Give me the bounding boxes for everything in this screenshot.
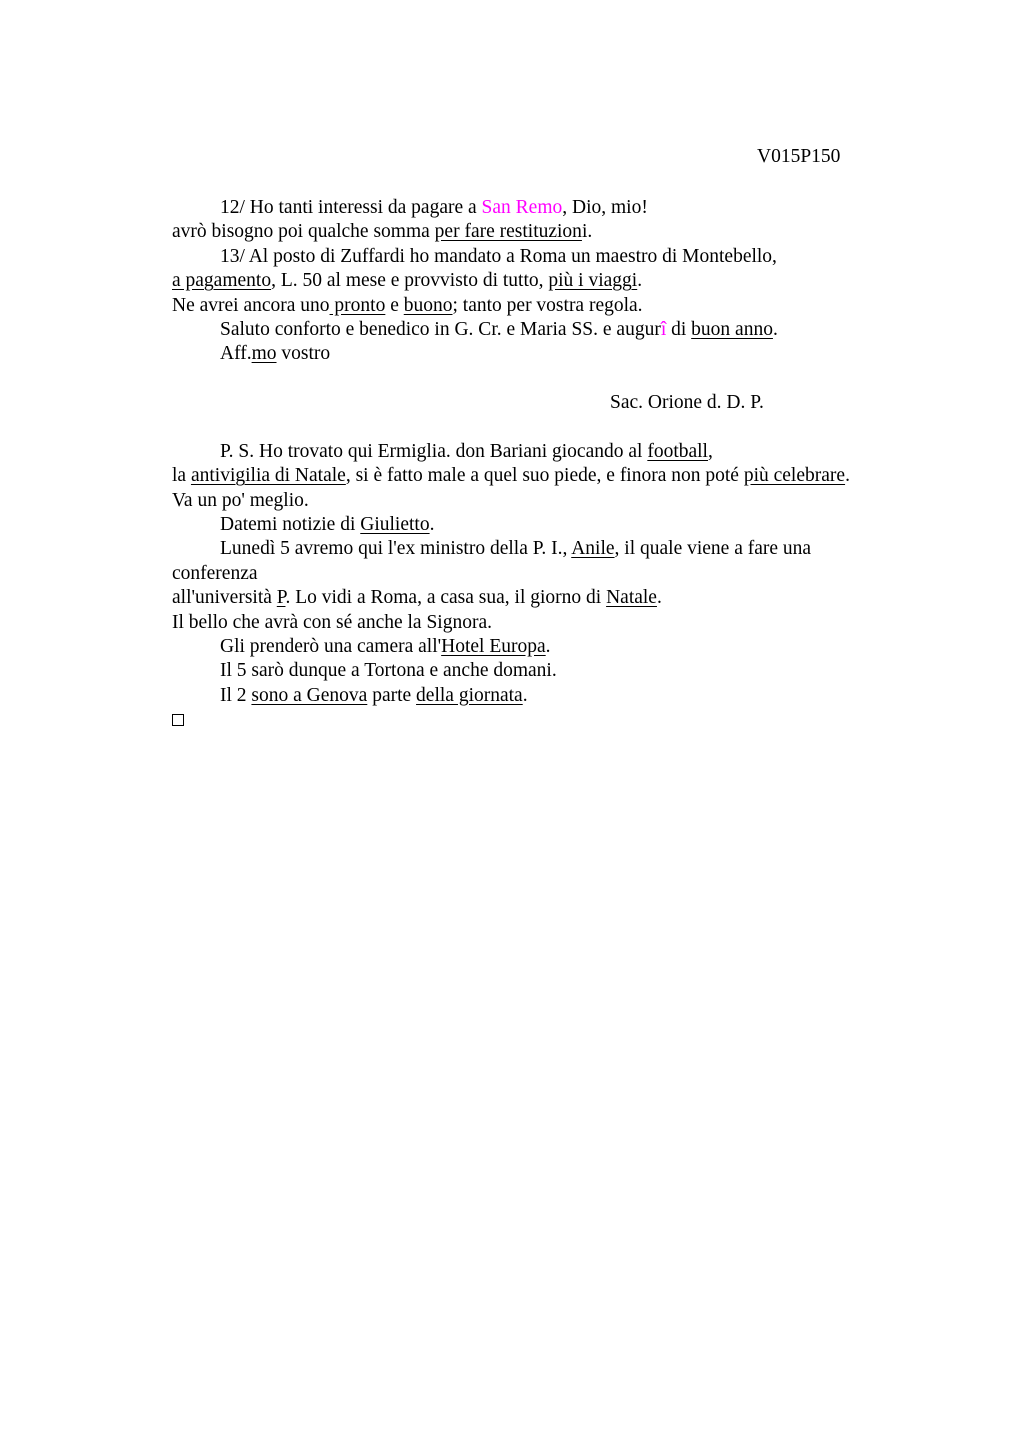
text-run: , il quale viene a fare una bbox=[614, 538, 812, 560]
underline-giulietto: Giulietto bbox=[360, 514, 430, 536]
lunedi-line-1 bbox=[172, 537, 902, 561]
paragraph-12-line-1 bbox=[172, 196, 902, 220]
text-run: i. bbox=[581, 221, 593, 243]
text-run: . bbox=[772, 318, 778, 340]
text-run: Aff. bbox=[220, 343, 252, 365]
closing-line bbox=[172, 342, 902, 366]
text-run: , bbox=[707, 440, 713, 462]
highlight-i-mark: î bbox=[660, 318, 667, 340]
text-run: Datemi notizie di bbox=[220, 514, 361, 536]
underline-antivigilia: antivigilia di Natale bbox=[190, 465, 346, 487]
text-run: ; tanto per vostra regola. bbox=[452, 294, 643, 316]
end-square-icon bbox=[172, 714, 184, 726]
text-run: di bbox=[666, 318, 692, 340]
greeting-line bbox=[172, 318, 902, 342]
lunedi-line-2: conferenza bbox=[172, 562, 258, 584]
text-run: . bbox=[845, 465, 850, 487]
genova-line bbox=[172, 684, 902, 708]
text-run: . bbox=[545, 636, 551, 658]
underline-buon-anno: buon anno bbox=[691, 318, 773, 340]
text-run: . bbox=[429, 514, 435, 536]
text-run: P. S. Ho trovato qui Ermiglia. don Bariani giocando al bbox=[220, 440, 648, 462]
paragraph-13-line-2 bbox=[172, 269, 902, 293]
underline-sono-a-genova: sono a Genova bbox=[251, 684, 368, 706]
postscript-line-3: Va un po' meglio. bbox=[172, 489, 309, 511]
text-run: Gli prenderò una camera all' bbox=[220, 636, 442, 658]
blank-line bbox=[172, 367, 902, 391]
underline-celebrare: più celebrare bbox=[743, 465, 846, 487]
underline-pagamento: a pagamento bbox=[172, 270, 272, 292]
page-id: V015P150 bbox=[757, 146, 841, 167]
postscript-line-2 bbox=[172, 464, 902, 488]
text-run: parte bbox=[367, 684, 417, 706]
text-run: vostro bbox=[276, 343, 331, 365]
blank-line bbox=[172, 416, 902, 440]
underline-pronto: pronto bbox=[329, 294, 386, 316]
underline-restituzioni: per fare restituzion bbox=[434, 221, 582, 243]
text-run: , si è fatto male a quel suo piede, e finora non poté bbox=[345, 465, 744, 487]
text-run: . bbox=[522, 684, 528, 706]
letter-body bbox=[172, 196, 902, 733]
text-run: . bbox=[637, 270, 643, 292]
text-run: Il 2 bbox=[220, 684, 252, 706]
text-run: , L. 50 al mese e provvisto di tutto, bbox=[271, 270, 549, 292]
lunedi-line-4: Il bello che avrà con sé anche la Signora. bbox=[172, 611, 492, 633]
text-run: . bbox=[656, 587, 662, 609]
underline-anile: Anile bbox=[571, 538, 615, 560]
underline-della-giornata: della giornata bbox=[416, 684, 523, 706]
hotel-line bbox=[172, 635, 902, 659]
underline-football: football bbox=[647, 440, 708, 462]
underline-hotel-europa: Hotel Europa bbox=[441, 636, 546, 658]
signature: Sac. Orione d. D. P. bbox=[610, 392, 764, 414]
text-run: all'università bbox=[172, 587, 277, 609]
postscript-line-1 bbox=[172, 440, 902, 464]
paragraph-13-line-3 bbox=[172, 294, 902, 318]
text-run: Lunedì 5 avremo qui l'ex ministro della P. I., bbox=[220, 538, 572, 560]
lunedi-line-3 bbox=[172, 586, 902, 610]
notizie-line bbox=[172, 513, 902, 537]
paragraph-13-line-1: 13/ Al posto di Zuffardi ho mandato a Roma un maestro di Montebello, bbox=[220, 245, 777, 267]
text-run: , Dio, mio! bbox=[562, 197, 648, 218]
highlight-san-remo: San Remo bbox=[481, 197, 563, 218]
underline-p: P bbox=[276, 587, 286, 609]
text-run: . Lo vidi a Roma, a casa sua, il giorno di bbox=[285, 587, 607, 609]
underline-buono: buono bbox=[403, 294, 453, 316]
tortona-line: Il 5 sarò dunque a Tortona e anche domani. bbox=[220, 660, 557, 682]
text-run: 12/ Ho tanti interessi da pagare a bbox=[220, 197, 482, 218]
underline-mo: mo bbox=[251, 343, 277, 365]
end-mark-line bbox=[172, 708, 902, 732]
paragraph-12-line-2 bbox=[172, 220, 902, 244]
underline-viaggi: più i viaggi bbox=[548, 270, 638, 292]
text-run: Ne avrei ancora uno bbox=[172, 294, 330, 316]
text-run: e bbox=[385, 294, 404, 316]
underline-natale: Natale bbox=[606, 587, 657, 609]
text-run: Saluto conforto e benedico in G. Cr. e Maria SS. e augur bbox=[220, 318, 661, 340]
text-run: avrò bisogno poi qualche somma bbox=[172, 221, 435, 243]
text-run: la bbox=[172, 465, 191, 487]
